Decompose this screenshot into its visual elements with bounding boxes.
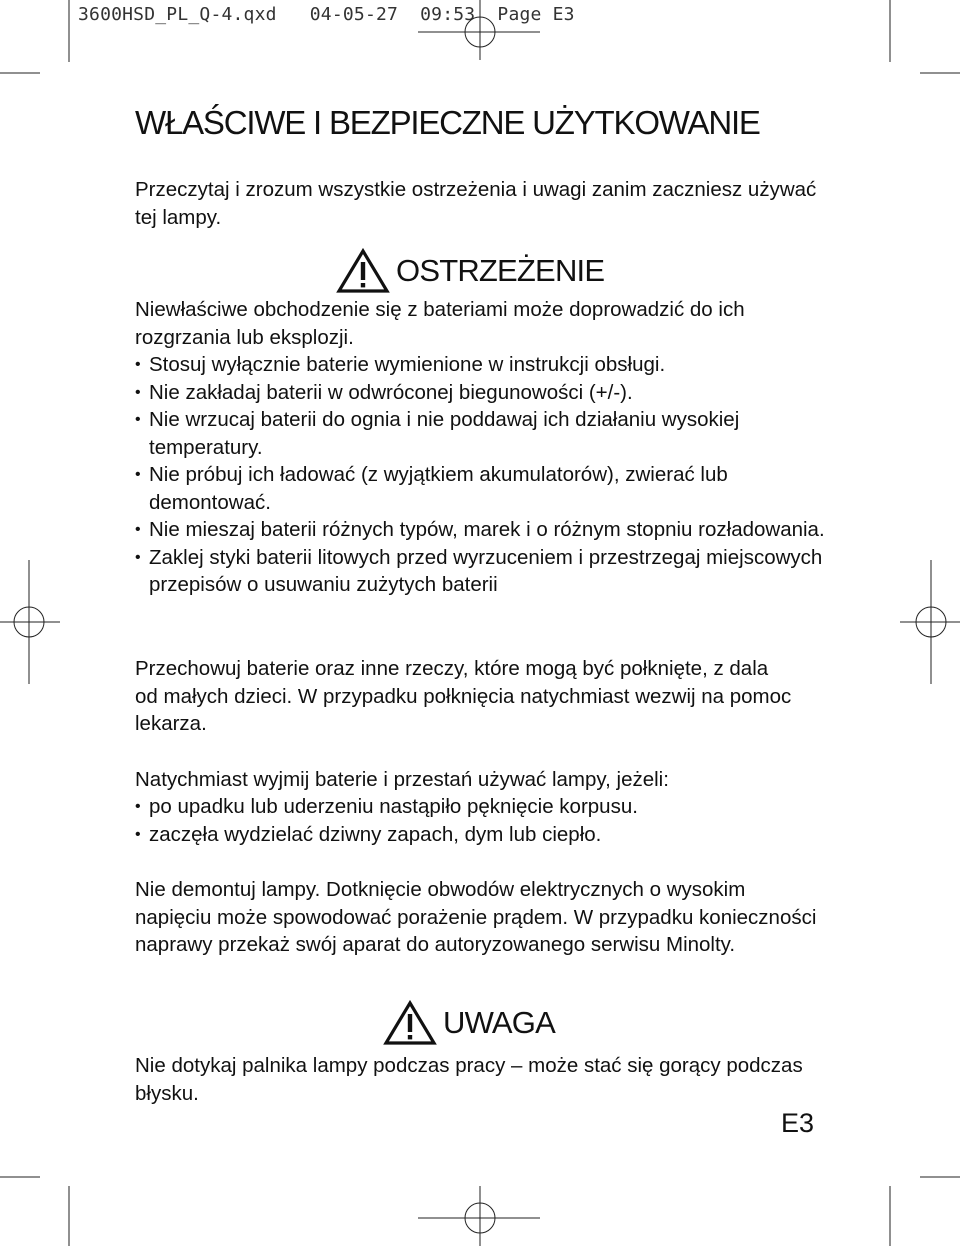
list-item: • Nie wrzucaj baterii do ognia i nie poddawaj ich działaniu wysokiej temperatury. (135, 406, 825, 461)
page-number: E3 (781, 1108, 815, 1138)
list-item: • po upadku lub uderzeniu nastąpiło pęknięcie korpusu. (135, 793, 835, 821)
remove-lead: Natychmiast wyjmij baterie i przestań używać lampy, jeżeli: (135, 768, 669, 791)
caution-label: UWAGA (443, 1005, 555, 1040)
list-item: • Nie próbuj ich ładować (z wyjątkiem akumulatorów), zwierać lub demontować. (135, 461, 825, 516)
list-item: • Stosuj wyłącznie baterie wymienione w instrukcji obsługi. (135, 351, 825, 379)
warning-triangle-icon (336, 248, 390, 294)
warning-label: OSTRZEŻENIE (396, 253, 605, 288)
page-title: WŁAŚCIWE I BEZPIECZNE UŻYTKOWANIE (135, 104, 760, 141)
storage-text: Przechowuj baterie oraz inne rzeczy, które mogą być połknięte, z dala od małych dzieci. W przypadku połknięcia natychmiast wezwij na pomoc lekarza. (135, 657, 792, 735)
print-slug: 3600HSD_PL_Q-4.qxd 04-05-27 09:53 Page E3 (78, 4, 575, 25)
warning-heading (336, 248, 604, 294)
intro-text: Przeczytaj i zrozum wszystkie ostrzeżenia i uwagi zanim zaczniesz używać tej lampy. (135, 178, 817, 229)
disassemble-text: Nie demontuj lampy. Dotknięcie obwodów elektrycznych o wysokim napięciu może spowodować porażenie prądem. W przypadku konieczności naprawy przekaż swój aparat do autoryzowanego serwisu Minolty. (135, 878, 817, 956)
list-item: • Nie mieszaj baterii różnych typów, marek i o różnym stopniu rozładowania. (135, 516, 825, 544)
caution-heading (383, 1000, 555, 1046)
list-item: • zaczęła wydzielać dziwny zapach, dym lub ciepło. (135, 821, 835, 849)
remove-list (135, 793, 835, 848)
list-item: • Zaklej styki baterii litowych przed wyrzuceniem i przestrzegaj miejscowych przepisów o usuwaniu zużytych baterii (135, 544, 825, 599)
warning-lead: Niewłaściwe obchodzenie się z bateriami może doprowadzić do ich rozgrzania lub eksplozji. (135, 298, 745, 349)
battery-warning-list (135, 351, 825, 599)
caution-text: Nie dotykaj palnika lampy podczas pracy – może stać się gorący podczas błysku. (135, 1054, 803, 1105)
list-item: • Nie zakładaj baterii w odwróconej biegunowości (+/-). (135, 379, 825, 407)
caution-triangle-icon (383, 1000, 437, 1046)
